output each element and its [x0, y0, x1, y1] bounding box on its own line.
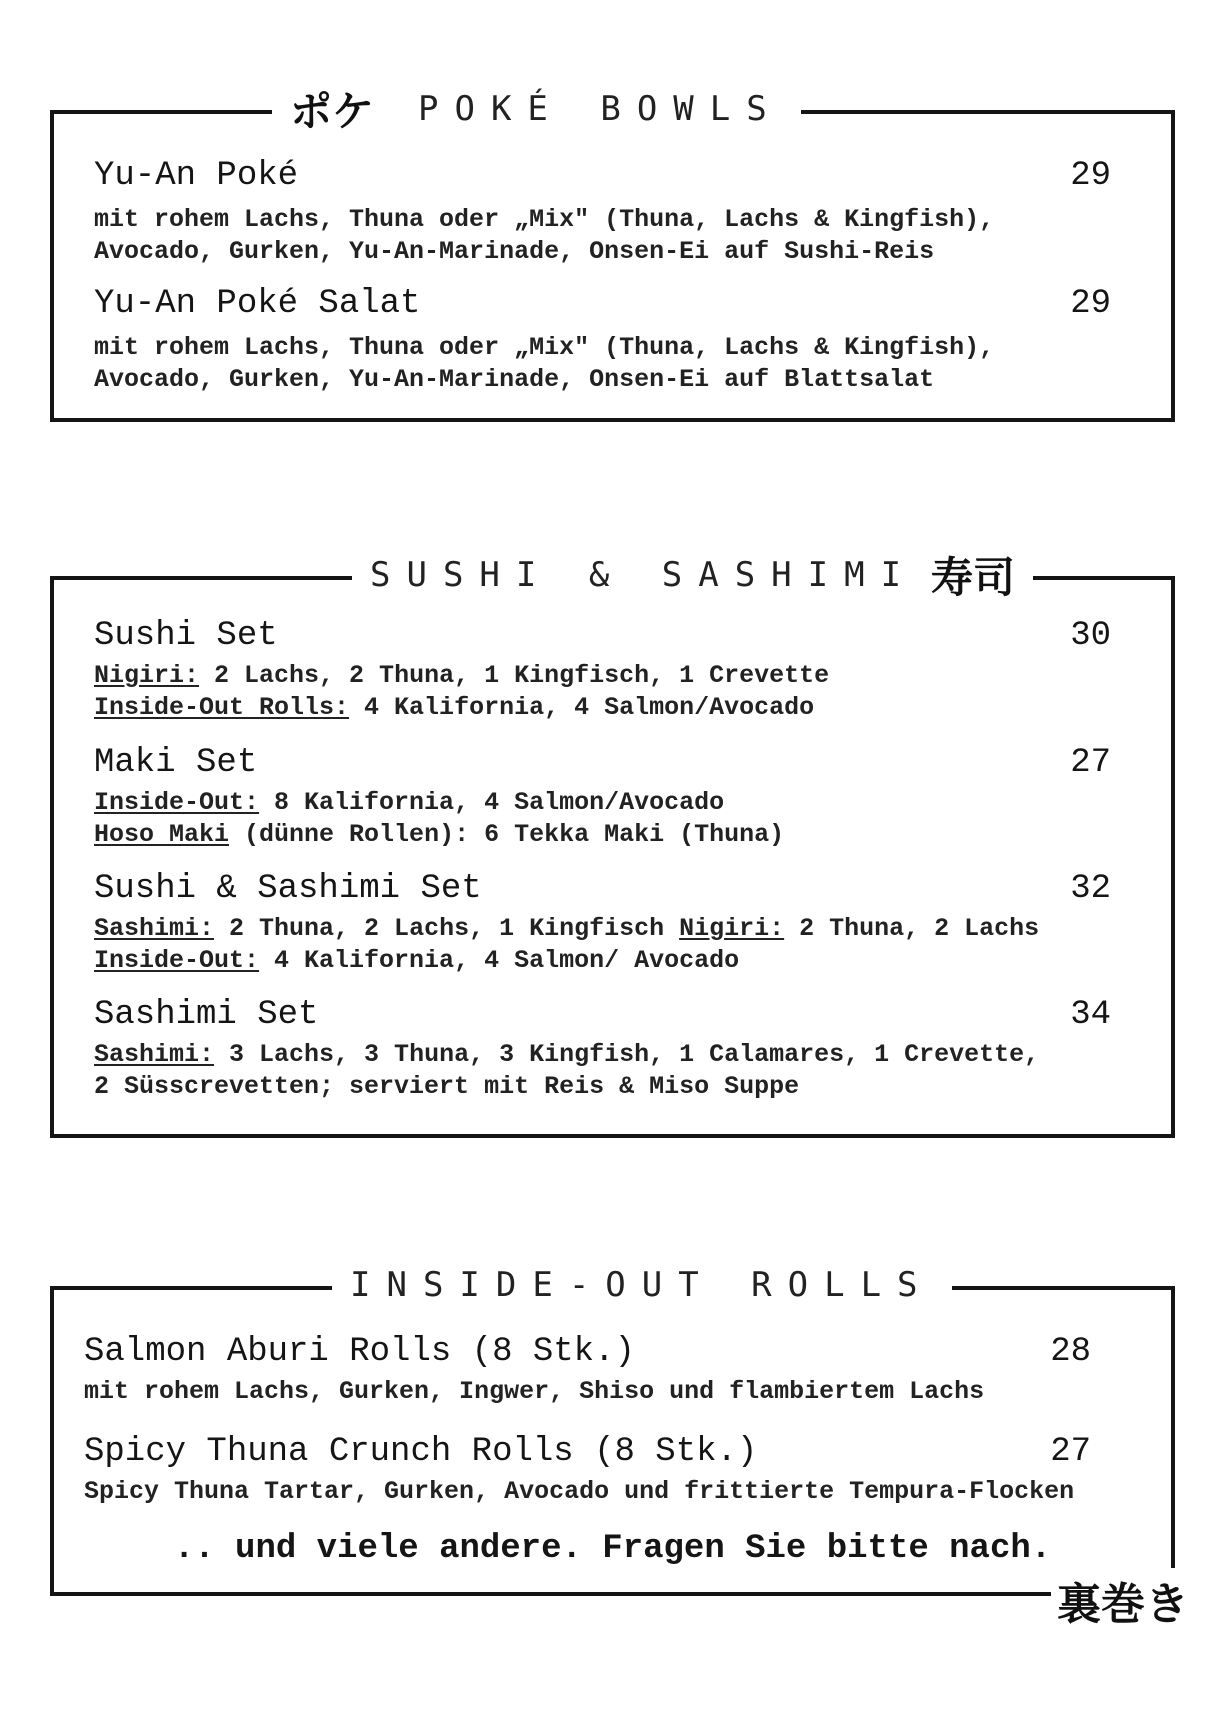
- desc-label: Nigiri:: [679, 914, 785, 943]
- closing-note: .. und viele andere. Fragen Sie bitte nach.: [173, 1530, 1052, 1568]
- poke-jp-title: ポケ: [290, 87, 375, 136]
- desc-label: Nigiri:: [94, 661, 200, 690]
- sushi-header: [54, 550, 1171, 600]
- item-price: 34: [1070, 996, 1111, 1034]
- rolls-jp-title: 裏巻き: [1051, 1568, 1195, 1632]
- item-desc: Avocado, Gurken, Yu-An-Marinade, Onsen-Ei auf Sushi-Reis: [94, 237, 935, 266]
- item-desc: [94, 787, 1111, 819]
- rolls-title: INSIDE-OUT ROLLS: [350, 1265, 934, 1305]
- desc-text: 2 Thuna, 2 Lachs, 1 Kingfisch: [214, 914, 680, 943]
- item-desc: [94, 1039, 1111, 1071]
- desc-label: Sashimi:: [94, 1040, 215, 1069]
- item-desc: mit rohem Lachs, Gurken, Ingwer, Shiso und flambiertem Lachs: [84, 1377, 985, 1406]
- sushi-jp-title: 寿司: [931, 553, 1016, 602]
- desc-label: Inside-Out:: [94, 946, 260, 975]
- menu-item: [94, 869, 1111, 977]
- rolls-header: [54, 1260, 1171, 1310]
- poke-header: [54, 84, 1171, 134]
- menu-item: [94, 156, 1111, 268]
- item-desc: Avocado, Gurken, Yu-An-Marinade, Onsen-Ei auf Blattsalat: [94, 365, 935, 394]
- menu-item: [94, 616, 1111, 724]
- menu-item: [84, 1432, 1091, 1508]
- desc-label: Inside-Out:: [94, 788, 260, 817]
- desc-text: 3 Lachs, 3 Thuna, 3 Kingfish, 1 Calamares, 1 Crevette,: [214, 1040, 1040, 1069]
- menu-item: [84, 1332, 1091, 1408]
- item-price: 32: [1070, 870, 1111, 908]
- item-desc: [94, 913, 1111, 945]
- item-name: Yu-An Poké: [94, 157, 299, 195]
- desc-text: 2 Lachs, 2 Thuna, 1 Kingfisch, 1 Crevette: [199, 661, 830, 690]
- desc-text: 4 Kalifornia, 4 Salmon/ Avocado: [259, 946, 740, 975]
- item-desc: [94, 692, 1111, 724]
- item-name: Sushi & Sashimi Set: [94, 870, 482, 908]
- item-name: Sushi Set: [94, 617, 278, 655]
- sushi-heading: [352, 550, 1033, 600]
- item-price: 29: [1070, 285, 1111, 323]
- item-name: Maki Set: [94, 744, 258, 782]
- poke-heading: [272, 84, 801, 134]
- rolls-heading: [332, 1260, 952, 1310]
- item-price: 27: [1050, 1433, 1091, 1471]
- rolls-section: [50, 1265, 1189, 1630]
- item-price: 29: [1070, 157, 1111, 195]
- item-desc: mit rohem Lachs, Thuna oder „Mix" (Thuna, Lachs & Kingfish),: [94, 333, 995, 362]
- item-name: Sashimi Set: [94, 996, 319, 1034]
- desc-text: 2 Thuna, 2 Lachs: [784, 914, 1040, 943]
- poke-title: POKÉ BOWLS: [418, 89, 783, 129]
- item-name: Spicy Thuna Crunch Rolls (8 Stk.): [84, 1433, 758, 1471]
- menu-item: [94, 995, 1111, 1103]
- desc-text: 4 Kalifornia, 4 Salmon/Avocado: [349, 693, 815, 722]
- item-desc: [94, 819, 1111, 851]
- item-desc: [94, 945, 1111, 977]
- desc-text: 8 Kalifornia, 4 Salmon/Avocado: [259, 788, 725, 817]
- item-price: 28: [1050, 1333, 1091, 1371]
- sushi-section: [50, 553, 1175, 1138]
- desc-text: (dünne Rollen): 6 Tekka Maki (Thuna): [229, 820, 785, 849]
- menu-item: [94, 284, 1111, 396]
- item-name: Yu-An Poké Salat: [94, 285, 421, 323]
- item-price: 30: [1070, 617, 1111, 655]
- item-desc: Spicy Thuna Tartar, Gurken, Avocado und frittierte Tempura-Flocken: [84, 1477, 1075, 1506]
- menu-item: [94, 743, 1111, 851]
- item-price: 27: [1070, 744, 1111, 782]
- item-name: Salmon Aburi Rolls (8 Stk.): [84, 1333, 635, 1371]
- desc-label: Inside-Out Rolls:: [94, 693, 350, 722]
- desc-label: Sashimi:: [94, 914, 215, 943]
- sushi-title: SUSHI & SASHIMI: [370, 555, 918, 595]
- poke-section: [50, 87, 1175, 422]
- item-desc: 2 Süsscrevetten; serviert mit Reis & Miso Suppe: [94, 1072, 800, 1101]
- desc-label: Hoso Maki: [94, 820, 230, 849]
- item-desc: [94, 660, 1111, 692]
- item-desc: mit rohem Lachs, Thuna oder „Mix" (Thuna, Lachs & Kingfish),: [94, 205, 995, 234]
